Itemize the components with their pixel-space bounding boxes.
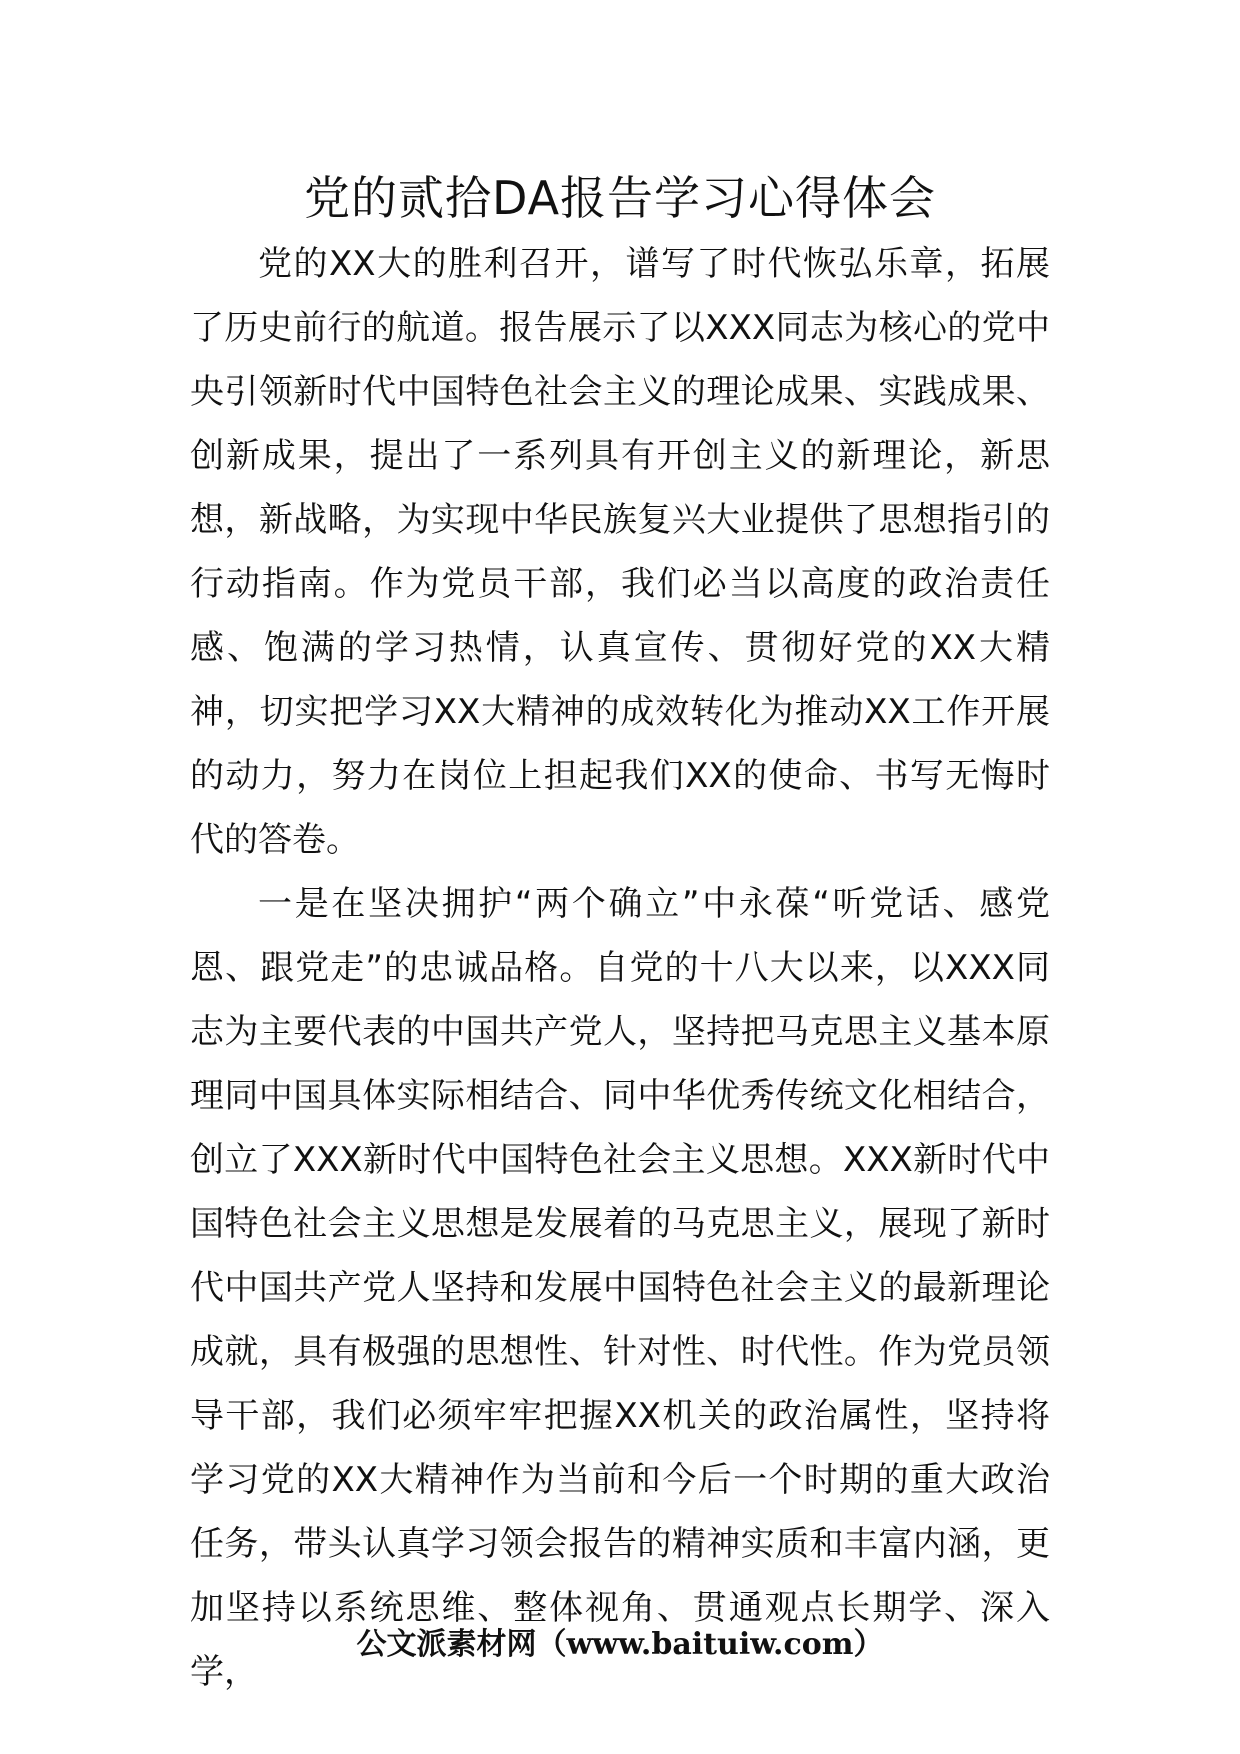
document-title: 党的贰拾DA报告学习心得体会 <box>303 171 937 225</box>
paragraph-intro: 党的XX大的胜利召开，谱写了时代恢弘乐章，拓展了历史前行的航道。报告展示了以XXX同志为核心的党中央引领新时代中国特色社会主义的理论成果、实践成果、创新成果，提出了一系列具有开创主义的新理论，新思想，新战略，为实现中华民族复兴大业提供了思想指引的行动指南。作为党员干部，我们必当以高度的政治责任感、饱满的学习热情，认真宣传、贯彻好党的XX大精神，切实把学习XX大精神的成效转化为推动XX工作开展的动力，努力在岗位上担起我们XX的使命、书写无悔时代的答卷。 <box>190 244 1050 860</box>
paragraph-point-one: 一是在坚决拥护“两个确立”中永葆“听党话、感党恩、跟党走”的忠诚品格。自党的十八大以来，以XXX同志为主要代表的中国共产党人，坚持把马克思主义基本原理同中国具体实际相结合、同中华优秀传统文化相结合，创立了XXX新时代中国特色社会主义思想。XXX新时代中国特色社会主义思想是发展着的马克思主义，展现了新时代中国共产党人坚持和发展中国特色社会主义的最新理论成就，具有极强的思想性、针对性、时代性。作为党员领导干部，我们必须牢牢把握XX机关的政治属性，坚持将学习党的XX大精神作为当前和今后一个时期的重大政治任务，带头认真学习领会报告的精神实质和丰富内涵，更加坚持以系统思维、整体视角、贯通观点长期学、深入学， <box>190 884 1050 1692</box>
document-body <box>190 232 1050 1704</box>
footer-watermark: 公文派素材网（www.baituiw.com） <box>356 1627 884 1662</box>
